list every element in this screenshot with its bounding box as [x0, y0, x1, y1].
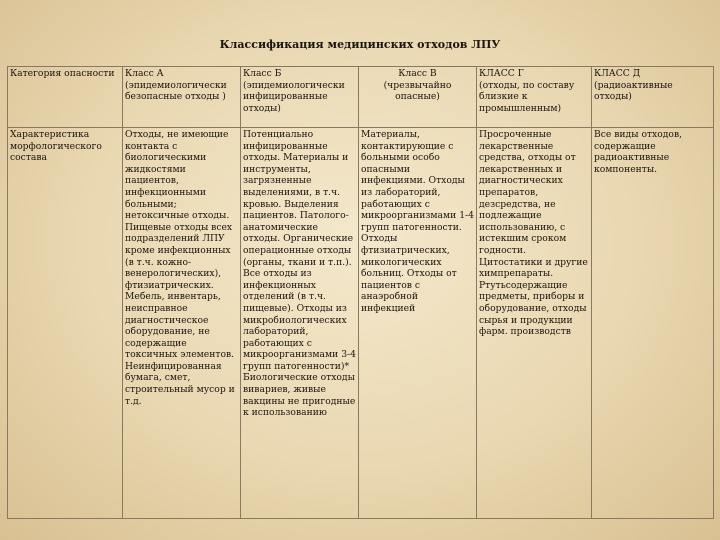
class-a-header	[123, 67, 241, 128]
row-label-hazard-category: Категория опасности	[8, 67, 123, 128]
class-desc: (эпидемиологически безопасные отходы )	[125, 79, 227, 103]
class-desc: (чрезвычайно опасные)	[383, 79, 452, 103]
table-row-hazard-category	[8, 67, 714, 128]
class-desc: (эпидемиологически инфицированные отходы)	[243, 79, 345, 114]
class-desc: (отходы, по составу близкие к промышленным)	[479, 79, 575, 114]
class-v-composition: Материалы, контактирующие с больными особо опасными инфекциями. Отходы из лабораторий, работающих с микроорганизмами 1-4 групп патогенности. Отходы фтизиатрических, микологических больниц. Отходы от пациентов с анаэробной инфекцией	[359, 128, 477, 519]
page-title: Классификация медицинских отходов ЛПУ	[219, 38, 501, 51]
class-g-header	[477, 67, 592, 128]
class-name: Класс Б	[243, 68, 282, 79]
class-name: Класс А	[125, 68, 164, 79]
class-d-header	[592, 67, 714, 128]
class-g-composition: Просроченные лекарственные средства, отходы от лекарственных и диагностических препаратов, дезсредства, не подлежащие использованию, с истекшим сроком годности. Цитостатики и другие химпрепараты. Ртутьсодержащие предметы, приборы и оборудование, отходы сырья и продукции фарм. производств	[477, 128, 592, 519]
class-d-composition: Все виды отходов, содержащие радиоактивные компоненты.	[592, 128, 714, 519]
class-desc: (радиоактивные отходы)	[594, 79, 673, 103]
class-name: Класс В	[398, 68, 437, 79]
class-a-composition: Отходы, не имеющие контакта с биологическими жидкостями пациентов, инфекционными больными; нетоксичные отходы. Пищевые отходы всех подразделений ЛПУ кроме инфекционных (в т.ч. кожно-венерологических), фтизиатрических. Мебель, инвентарь, неисправное диагностическое оборудование, не содержащие токсичных элементов. Неинфицированная бумага, смет, строительный мусор и т.д.	[123, 128, 241, 519]
class-name: КЛАСС Г	[479, 68, 524, 79]
table-row-composition	[8, 128, 714, 519]
class-b-composition: Потенциально инфицированные отходы. Материалы и инструменты, загрязненные выделениями, в т.ч. кровью. Выделения пациентов. Патолого-анатомические отходы. Органические операционные отходы (органы, ткани и т.п.). Все отходы из инфекционных отделений (в т.ч. пищевые). Отходы из микробиологических лабораторий, работающих с микроорганизмами 3-4 групп патогенности)* Биологические отходы вивариев, живые вакцины не пригодные к использованию	[241, 128, 359, 519]
class-v-header	[359, 67, 477, 128]
row-label-composition: Характеристика морфологического состава	[8, 128, 123, 519]
class-b-header	[241, 67, 359, 128]
waste-classification-table	[7, 66, 714, 519]
class-name: КЛАСС Д	[594, 68, 641, 79]
